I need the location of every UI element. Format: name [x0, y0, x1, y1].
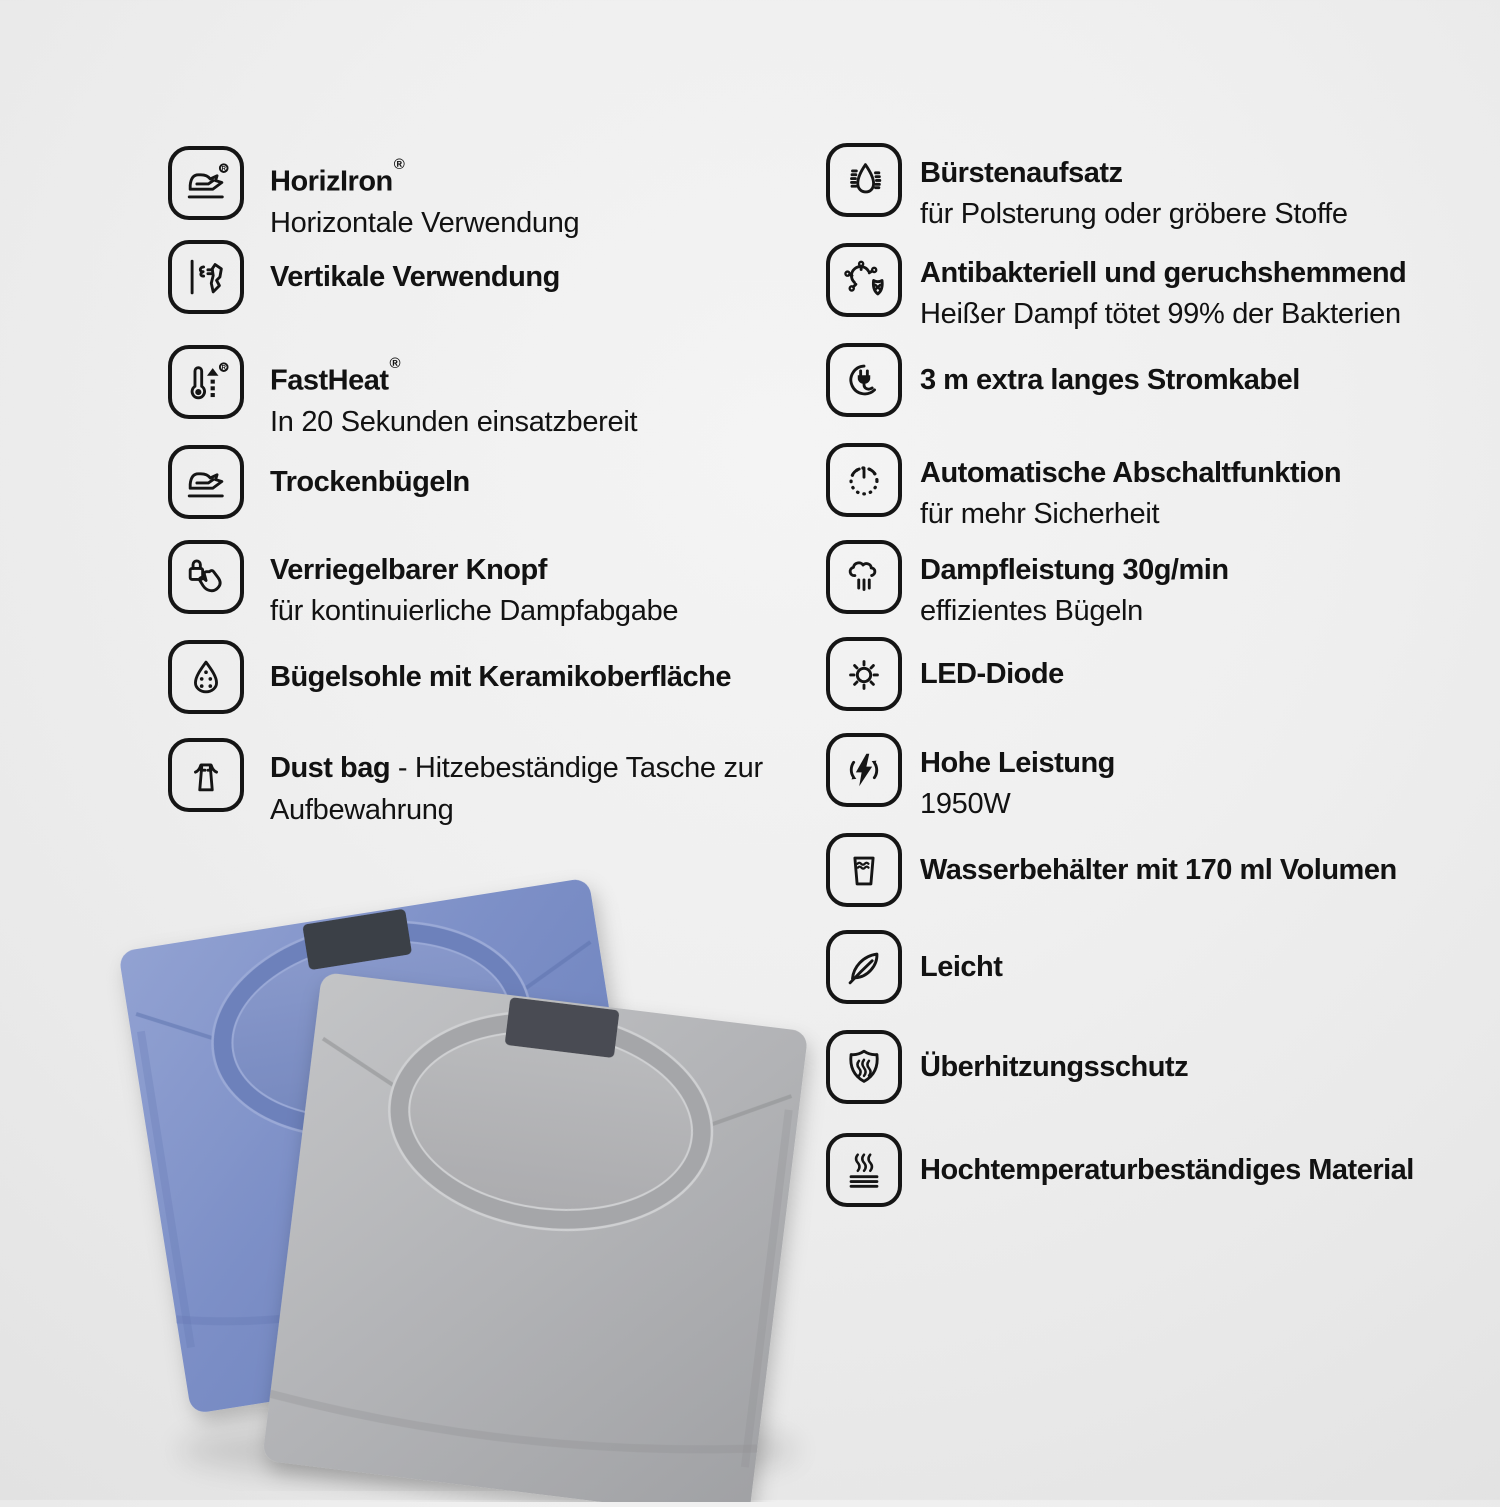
high-power-bolt-icon	[826, 733, 902, 807]
svg-text:R: R	[221, 364, 226, 372]
feature-subtitle: für mehr Sicherheit	[920, 498, 1160, 530]
feature-title: 3 m extra langes Stromkabel	[920, 364, 1300, 396]
feature-title: Hohe Leistung	[920, 747, 1115, 779]
antibacterial-shield-icon	[826, 243, 902, 317]
feature-title: Wasserbehälter mit 170 ml Volumen	[920, 854, 1397, 886]
ceramic-soleplate-icon	[168, 640, 244, 714]
feature-title: Hochtemperaturbeständiges Material	[920, 1154, 1414, 1186]
feature-subtitle: 1950W	[920, 788, 1011, 820]
feature-subtitle: Heißer Dampf tötet 99% der Bakterien	[920, 298, 1401, 330]
feature-subtitle: In 20 Sekunden einsatzbereit	[270, 405, 638, 438]
heat-resistant-material-icon	[826, 1133, 902, 1207]
iron-horizontal-registered-icon	[168, 146, 244, 220]
feature-title: Trockenbügeln	[270, 466, 470, 498]
water-tank-icon	[826, 833, 902, 907]
tshirts-photo	[88, 842, 828, 1502]
feature-subtitle: für Polsterung oder gröbere Stoffe	[920, 198, 1348, 230]
feature-title: Überhitzungsschutz	[920, 1051, 1189, 1083]
steam-output-icon	[826, 540, 902, 614]
feature-title: Bügelsohle mit Keramikoberfläche	[270, 661, 732, 693]
feature-title: LED-Diode	[920, 658, 1064, 690]
dry-iron-icon	[168, 445, 244, 519]
feather-icon	[826, 930, 902, 1004]
feature-title: Leicht	[920, 951, 1003, 983]
lock-button-icon	[168, 540, 244, 614]
feature-subtitle: effizientes Bügeln	[920, 595, 1144, 627]
feature-title: Bürstenaufsatz	[920, 157, 1123, 189]
feature-title: FastHeat®	[270, 355, 401, 397]
feature-title: Dust bag - Hitzebeständige Tasche zur Aufbewahrung	[270, 752, 763, 826]
feature-title: Dampfleistung 30g/min	[920, 554, 1229, 586]
dust-bag-icon	[168, 738, 244, 812]
registered-mark: ®	[393, 156, 405, 173]
brush-attachment-icon	[826, 143, 902, 217]
feature-title: Vertikale Verwendung	[270, 261, 560, 293]
auto-shutoff-timer-icon	[826, 443, 902, 517]
thermometer-fast-heat-registered-icon	[168, 345, 244, 419]
power-plug-icon	[826, 343, 902, 417]
feature-subtitle: für kontinuierliche Dampfabgabe	[270, 595, 679, 627]
led-light-icon	[826, 637, 902, 711]
registered-mark: ®	[389, 355, 401, 372]
svg-text:R: R	[221, 165, 226, 173]
feature-title: Verriegelbarer Knopf	[270, 554, 547, 586]
overheat-protection-shield-icon	[826, 1030, 902, 1104]
steamer-vertical-icon	[168, 240, 244, 314]
gray-folded-tshirt	[262, 972, 808, 1502]
feature-title: Antibakteriell und geruchshemmend	[920, 257, 1407, 289]
feature-title: HorizIron®	[270, 156, 405, 198]
feature-subtitle: Horizontale Verwendung	[270, 206, 580, 239]
tshirts-illustration	[88, 842, 828, 1502]
feature-title: Automatische Abschaltfunktion	[920, 457, 1342, 489]
